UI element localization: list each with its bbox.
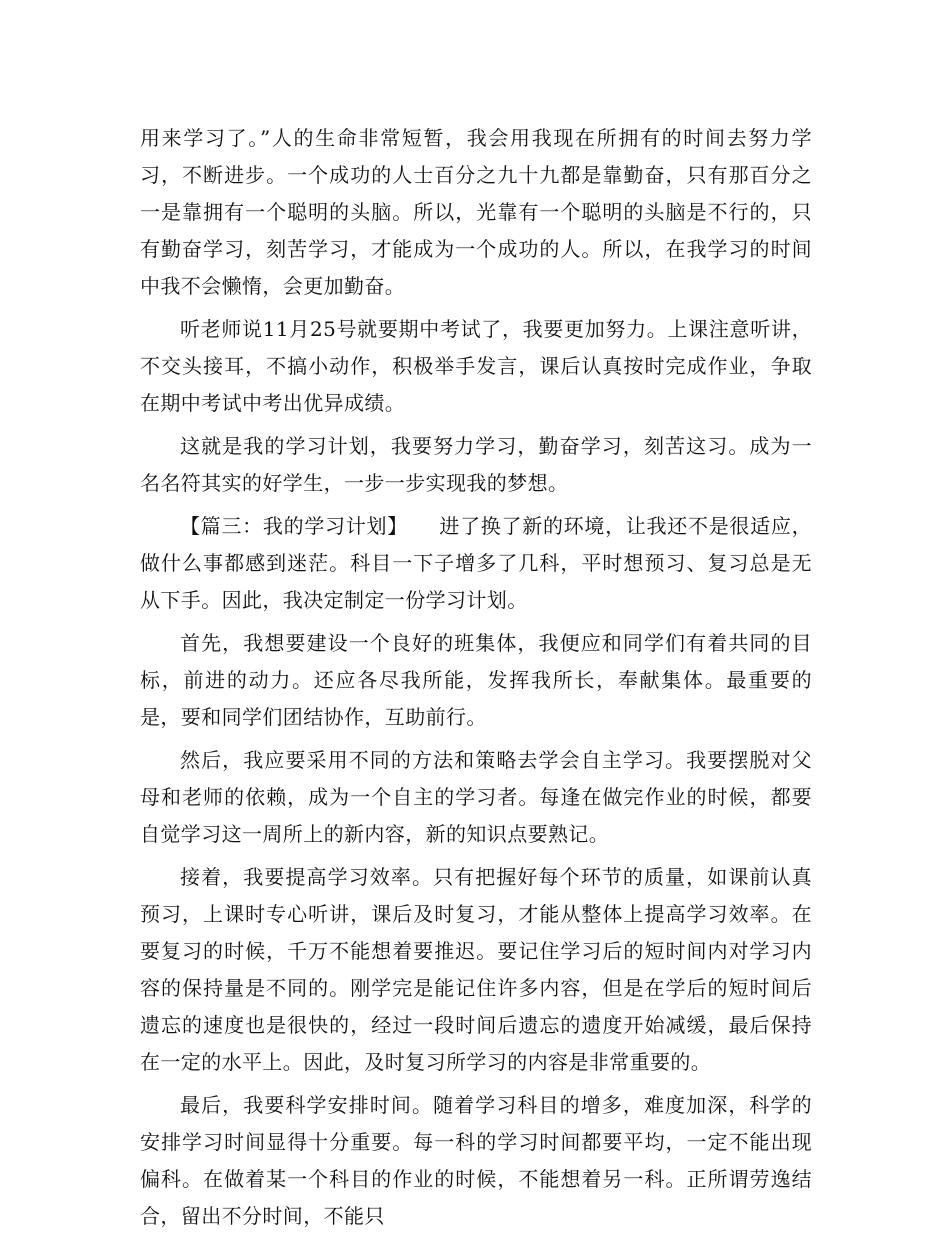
- paragraph-5: 首先，我想要建设一个良好的班集体，我便应和同学们有着共同的目标，前进的动力。还应各尽我所能，发挥我所长，奉献集体。最重要的是，要和同学们团结协作，互助前行。: [140, 631, 812, 729]
- document-page: [140, 120, 812, 1241]
- paragraph-8: 最后，我要科学安排时间。随着学习科目的增多，难度加深，科学的安排学习时间显得十分重要。每一科的学习时间都要平均，一定不能出现偏科。在做着某一个科目的作业的时候，不能想着另一科。正所谓劳逸结合，留出不分时间，不能只: [140, 1093, 812, 1228]
- paragraph-2: 听老师说11月25号就要期中考试了，我要更加努力。上课注意听讲，不交头接耳，不搞小动作，积极举手发言，课后认真按时完成作业，争取在期中考试中考出优异成绩。: [140, 317, 812, 415]
- paragraph-3: 这就是我的学习计划，我要努力学习，勤奋学习，刻苦这习。成为一名名符其实的好学生，一步一步实现我的梦想。: [140, 434, 812, 495]
- paragraph-4-section-heading: 【篇三：我的学习计划】 进了换了新的环境，让我还不是很适应，做什么事都感到迷茫。科目一下子增多了几科，平时想预习、复习总是无从下手。因此，我决定制定一份学习计划。: [140, 514, 812, 612]
- paragraph-6: 然后，我应要采用不同的方法和策略去学会自主学习。我要摆脱对父母和老师的依赖，成为一个自主的学习者。每逢在做完作业的时候，都要自觉学习这一周所上的新内容，新的知识点要熟记。: [140, 748, 812, 846]
- paragraph-1: 用来学习了。”人的生命非常短暂，我会用我现在所拥有的时间去努力学习，不断进步。一个成功的人士百分之九十九都是靠勤奋，只有那百分之一是靠拥有一个聪明的头脑。所以，光靠有一个聪明的头脑是不行的，只有勤奋学习，刻苦学习，才能成为一个成功的人。所以，在我学习的时间中我不会懒惰，会更加勤奋。: [140, 126, 812, 298]
- paragraph-7: 接着，我要提高学习效率。只有把握好每个环节的质量，如课前认真预习，上课时专心听讲，课后及时复习，才能从整体上提高学习效率。在要复习的时候，千万不能想着要推迟。要记住学习后的短时间内对学习内容的保持量是不同的。刚学完是能记住许多内容，但是在学后的短时间后遗忘的速度也是很快的，经过一段时间后遗忘的遗度开始减缓，最后保持在一定的水平上。因此，及时复习所学习的内容是非常重要的。: [140, 865, 812, 1074]
